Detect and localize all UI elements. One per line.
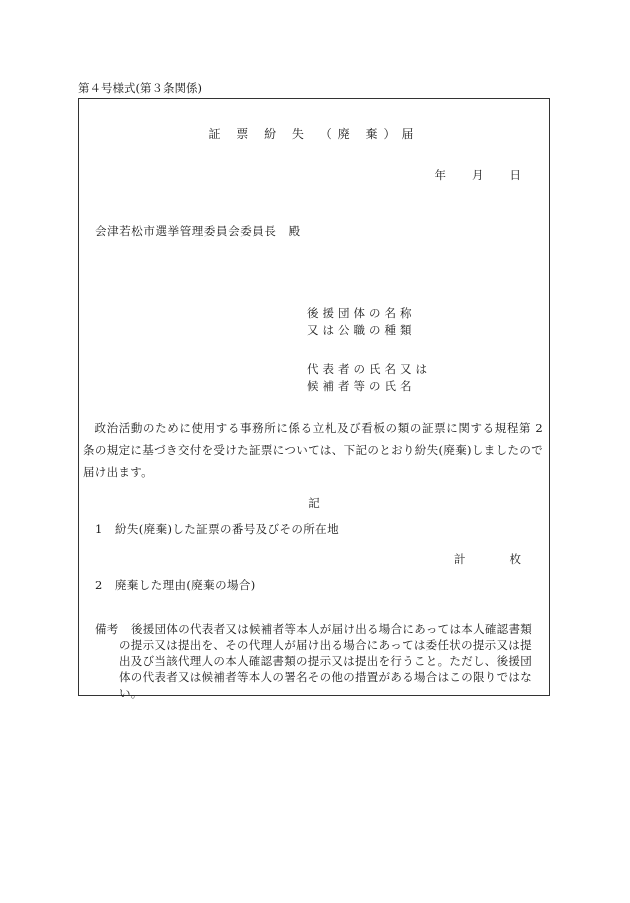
item-1-number: 1 [95,522,103,536]
date-year-label: 年 [434,168,446,182]
date-month-label: 月 [472,168,484,182]
item-1-text: 紛失(廃棄)した証票の番号及びその所在地 [115,522,339,536]
ki-heading: 記 [308,496,320,510]
form-frame [78,98,550,700]
count-total-label: 計 [454,552,466,566]
item-2-number: 2 [95,578,103,592]
item-1 [95,521,339,537]
group-name-line2: 又は公職の種類 [307,323,416,337]
form-title: 証 票 紛 失 （廃 棄）届 [208,127,420,141]
date-day-label: 日 [509,168,521,182]
item-2-text: 廃棄した理由(廃棄の場合) [115,578,256,592]
group-name-line1: 後援団体の名称 [307,306,416,320]
note [95,621,541,701]
note-text: 後援団体の代表者又は候補者等本人が届け出る場合にあっては本人確認書類の提示又は提出を、その代理人が届け出る場合にあっては委任状の提示又は提出及び当該代理人の本人確認書類の提示又は提出を行うこと。ただし、後援団体の代表者又は候補者等本人の署名その他の措置がある場合はこの限りではない。 [119,622,533,700]
body-paragraph: 政治活動のために使用する事務所に係る立札及び看板の類の証票に関する規程第 2 条の規定に基づき交付を受けた証票については、下記のとおり紛失(廃棄)しましたので届け出ます。 [83,421,543,479]
addressee: 会津若松市選挙管理委員会委員長 殿 [95,224,301,238]
item-2 [95,577,256,593]
rep-name-line2: 候補者等の氏名 [307,379,416,393]
count-line [454,551,521,567]
rep-name-line1: 代表者の氏名又は [307,362,431,376]
date-line [435,167,522,183]
representative-name-label [307,361,431,395]
count-unit-label: 枚 [509,552,521,566]
form-number: 第４号様式(第３条関係) [78,81,202,95]
group-name-label [307,305,416,339]
note-heading: 備考 [95,622,119,636]
